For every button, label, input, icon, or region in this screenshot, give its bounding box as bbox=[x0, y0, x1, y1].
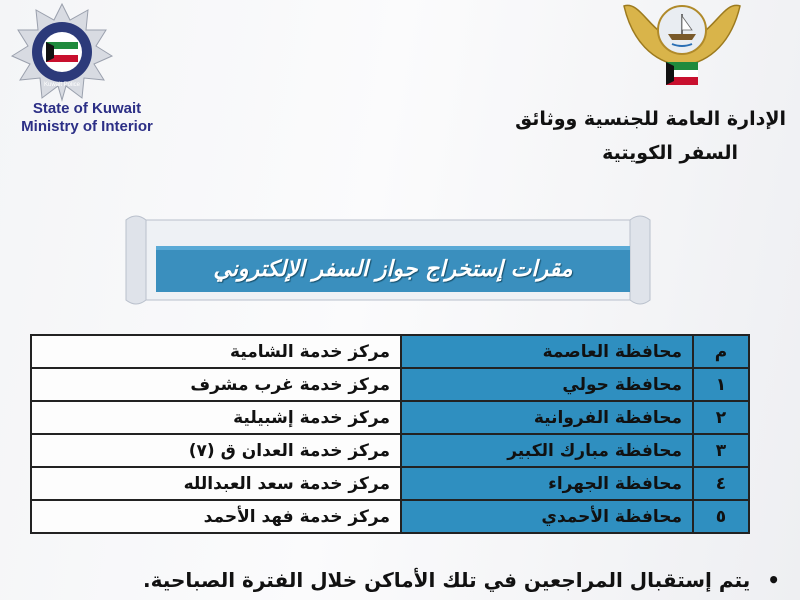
ministry-name: Ministry of Interior bbox=[21, 118, 153, 135]
table-row bbox=[31, 467, 749, 500]
ministry-name-english bbox=[12, 100, 162, 136]
governorate-cell: محافظة الأحمدي bbox=[401, 500, 693, 533]
table-row bbox=[31, 335, 749, 368]
governorate-cell: محافظة الفروانية bbox=[401, 401, 693, 434]
department-line-1: الإدارة العامة للجنسية ووثائق bbox=[515, 108, 786, 130]
service-center-cell: مركز خدمة العدان ق (٧) bbox=[31, 434, 401, 467]
row-number-header: م bbox=[693, 335, 749, 368]
kuwait-emblem bbox=[612, 0, 752, 96]
row-number: ٥ bbox=[693, 500, 749, 533]
table-row bbox=[31, 434, 749, 467]
footnote bbox=[80, 568, 780, 592]
banner-title: مقرات إستخراج جواز السفر الإلكتروني bbox=[213, 257, 573, 282]
governorate-cell: محافظة حولي bbox=[401, 368, 693, 401]
police-logo-text: Kuwait Police bbox=[43, 82, 81, 88]
governorate-cell: محافظة الجهراء bbox=[401, 467, 693, 500]
state-name: State of Kuwait bbox=[32, 100, 142, 117]
service-center-cell: مركز خدمة غرب مشرف bbox=[31, 368, 401, 401]
row-number: ٤ bbox=[693, 467, 749, 500]
governorate-cell: محافظة مبارك الكبير bbox=[401, 434, 693, 467]
table-row bbox=[31, 500, 749, 533]
footnote-text: يتم إستقبال المراجعين في تلك الأماكن خلال الفترة الصباحية. bbox=[143, 568, 751, 592]
row-number: ١ bbox=[693, 368, 749, 401]
department-name-arabic bbox=[426, 102, 786, 170]
title-banner bbox=[118, 212, 658, 308]
bullet-icon: • bbox=[767, 568, 780, 592]
row-number: ٢ bbox=[693, 401, 749, 434]
kuwait-police-logo bbox=[8, 2, 116, 102]
department-line-2: السفر الكويتية bbox=[602, 142, 738, 164]
service-centers-table bbox=[30, 334, 750, 534]
service-center-cell: مركز خدمة سعد العبدالله bbox=[31, 467, 401, 500]
service-center-cell: مركز خدمة الشامية bbox=[31, 335, 401, 368]
table-row bbox=[31, 368, 749, 401]
service-center-cell: مركز خدمة فهد الأحمد bbox=[31, 500, 401, 533]
row-number: ٣ bbox=[693, 434, 749, 467]
table-row bbox=[31, 401, 749, 434]
governorate-cell: محافظة العاصمة bbox=[401, 335, 693, 368]
service-center-cell: مركز خدمة إشبيلية bbox=[31, 401, 401, 434]
